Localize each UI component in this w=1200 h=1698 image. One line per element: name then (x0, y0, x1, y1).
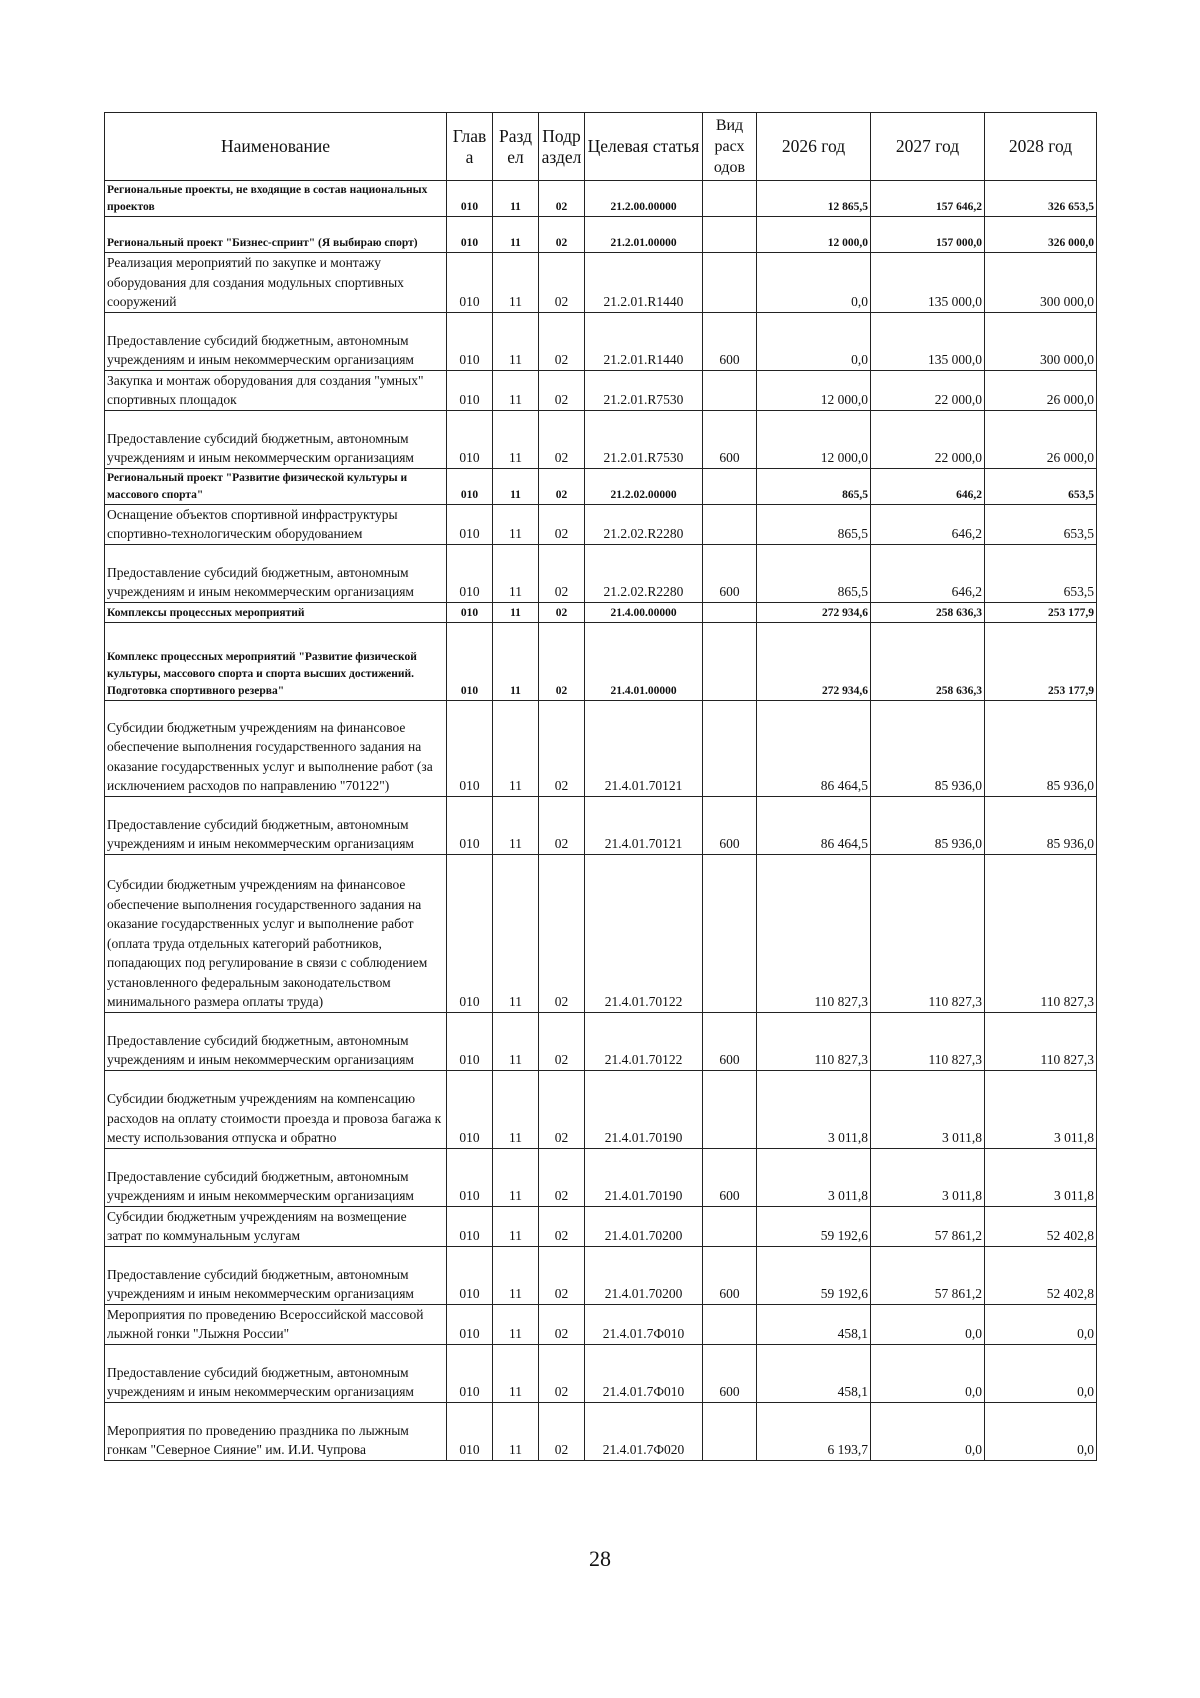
row-vid (703, 622, 757, 700)
row-podr: 02 (539, 410, 585, 468)
header-target: Целевая статья (585, 113, 703, 181)
row-2027: 0,0 (871, 1304, 985, 1344)
table-row (105, 1148, 1097, 1206)
row-razd: 11 (493, 544, 539, 602)
table-row (105, 1344, 1097, 1402)
table-row (105, 622, 1097, 700)
header-2027: 2027 год (871, 113, 985, 181)
row-2028: 326 000,0 (985, 217, 1097, 253)
row-2027: 85 936,0 (871, 796, 985, 854)
row-name: Мероприятия по проведению праздника по лыжным гонкам "Северное Сияние" им. И.И. Чупрова (105, 1402, 447, 1460)
row-glav: 010 (447, 544, 493, 602)
row-razd: 11 (493, 504, 539, 544)
row-2028: 110 827,3 (985, 854, 1097, 1012)
row-2026: 86 464,5 (757, 700, 871, 796)
row-name: Реализация мероприятий по закупке и монтажу оборудования для создания модульных спортивных сооружений (105, 253, 447, 313)
row-2026: 6 193,7 (757, 1402, 871, 1460)
row-2028: 26 000,0 (985, 410, 1097, 468)
table-row (105, 700, 1097, 796)
row-razd: 11 (493, 1070, 539, 1148)
row-target: 21.4.01.7Ф010 (585, 1304, 703, 1344)
table-row (105, 253, 1097, 313)
header-2028: 2028 год (985, 113, 1097, 181)
row-glav: 010 (447, 1012, 493, 1070)
row-2027: 3 011,8 (871, 1148, 985, 1206)
row-podr: 02 (539, 1148, 585, 1206)
row-vid: 600 (703, 544, 757, 602)
header-podr: Подр аздел (539, 113, 585, 181)
row-podr: 02 (539, 622, 585, 700)
table-row (105, 217, 1097, 253)
row-2028: 0,0 (985, 1402, 1097, 1460)
row-vid (703, 468, 757, 504)
row-target: 21.2.02.R2280 (585, 504, 703, 544)
row-target: 21.4.01.70121 (585, 700, 703, 796)
row-target: 21.4.01.70122 (585, 854, 703, 1012)
row-name: Мероприятия по проведению Всероссийской массовой лыжной гонки "Лыжня России" (105, 1304, 447, 1344)
row-name: Предоставление субсидий бюджетным, автономным учреждениям и иным некоммерческим организациям (105, 1148, 447, 1206)
row-podr: 02 (539, 504, 585, 544)
row-glav: 010 (447, 622, 493, 700)
row-vid (703, 602, 757, 622)
row-2026: 458,1 (757, 1344, 871, 1402)
row-2027: 110 827,3 (871, 854, 985, 1012)
row-2028: 52 402,8 (985, 1246, 1097, 1304)
row-razd: 11 (493, 312, 539, 370)
row-glav: 010 (447, 796, 493, 854)
row-2027: 22 000,0 (871, 370, 985, 410)
row-2026: 110 827,3 (757, 1012, 871, 1070)
row-vid (703, 854, 757, 1012)
row-name: Предоставление субсидий бюджетным, автономным учреждениям и иным некоммерческим организациям (105, 544, 447, 602)
row-glav: 010 (447, 1402, 493, 1460)
row-name: Предоставление субсидий бюджетным, автономным учреждениям и иным некоммерческим организациям (105, 1246, 447, 1304)
row-2028: 0,0 (985, 1344, 1097, 1402)
row-glav: 010 (447, 370, 493, 410)
row-podr: 02 (539, 1304, 585, 1344)
table-row (105, 1070, 1097, 1148)
row-name: Предоставление субсидий бюджетным, автономным учреждениям и иным некоммерческим организациям (105, 410, 447, 468)
row-vid: 600 (703, 1246, 757, 1304)
row-vid (703, 217, 757, 253)
row-glav: 010 (447, 700, 493, 796)
row-podr: 02 (539, 1246, 585, 1304)
header-vid: Вид расх одов (703, 113, 757, 181)
table-row (105, 468, 1097, 504)
row-razd: 11 (493, 468, 539, 504)
row-2026: 0,0 (757, 312, 871, 370)
row-podr: 02 (539, 253, 585, 313)
header-glav: Глав а (447, 113, 493, 181)
row-2028: 3 011,8 (985, 1070, 1097, 1148)
row-podr: 02 (539, 1344, 585, 1402)
row-name: Субсидии бюджетным учреждениям на компенсацию расходов на оплату стоимости проезда и провоза багажа к месту использования отпуска и обратно (105, 1070, 447, 1148)
row-vid (703, 181, 757, 217)
row-podr: 02 (539, 1206, 585, 1246)
row-glav: 010 (447, 1206, 493, 1246)
row-glav: 010 (447, 217, 493, 253)
row-target: 21.2.00.00000 (585, 181, 703, 217)
row-name: Региональный проект "Бизнес-спринт" (Я выбираю спорт) (105, 217, 447, 253)
row-name: Комплекс процессных мероприятий "Развитие физической культуры, массового спорта и спорта высших достижений. Подготовка спортивного резерва" (105, 622, 447, 700)
row-vid (703, 1206, 757, 1246)
row-name: Оснащение объектов спортивной инфраструктуры спортивно-технологическим оборудованием (105, 504, 447, 544)
row-target: 21.4.01.70122 (585, 1012, 703, 1070)
row-razd: 11 (493, 796, 539, 854)
row-podr: 02 (539, 700, 585, 796)
row-2027: 258 636,3 (871, 602, 985, 622)
row-2028: 110 827,3 (985, 1012, 1097, 1070)
table-row (105, 544, 1097, 602)
row-2027: 57 861,2 (871, 1206, 985, 1246)
row-podr: 02 (539, 217, 585, 253)
row-2026: 3 011,8 (757, 1070, 871, 1148)
row-2027: 57 861,2 (871, 1246, 985, 1304)
row-2028: 653,5 (985, 468, 1097, 504)
row-razd: 11 (493, 370, 539, 410)
row-2028: 52 402,8 (985, 1206, 1097, 1246)
row-target: 21.2.01.R1440 (585, 312, 703, 370)
row-name: Субсидии бюджетным учреждениям на возмещение затрат по коммунальным услугам (105, 1206, 447, 1246)
row-vid (703, 370, 757, 410)
table-row (105, 1402, 1097, 1460)
row-target: 21.2.01.00000 (585, 217, 703, 253)
row-2026: 86 464,5 (757, 796, 871, 854)
row-2027: 646,2 (871, 468, 985, 504)
row-glav: 010 (447, 1344, 493, 1402)
row-target: 21.4.01.70190 (585, 1070, 703, 1148)
row-glav: 010 (447, 602, 493, 622)
row-2027: 110 827,3 (871, 1012, 985, 1070)
header-name: Наименование (105, 113, 447, 181)
row-2028: 85 936,0 (985, 700, 1097, 796)
row-razd: 11 (493, 1246, 539, 1304)
row-podr: 02 (539, 796, 585, 854)
table-row (105, 602, 1097, 622)
row-name: Региональные проекты, не входящие в состав национальных проектов (105, 181, 447, 217)
row-2026: 865,5 (757, 504, 871, 544)
row-razd: 11 (493, 1206, 539, 1246)
row-2026: 12 865,5 (757, 181, 871, 217)
table-header-row (105, 113, 1097, 181)
row-2026: 59 192,6 (757, 1246, 871, 1304)
table-row (105, 410, 1097, 468)
table-row (105, 1012, 1097, 1070)
row-2026: 272 934,6 (757, 622, 871, 700)
row-2026: 110 827,3 (757, 854, 871, 1012)
table-row (105, 1304, 1097, 1344)
row-vid (703, 1402, 757, 1460)
row-target: 21.4.01.70190 (585, 1148, 703, 1206)
row-2026: 12 000,0 (757, 410, 871, 468)
header-razd: Разд ел (493, 113, 539, 181)
row-podr: 02 (539, 468, 585, 504)
row-razd: 11 (493, 1344, 539, 1402)
row-razd: 11 (493, 217, 539, 253)
row-target: 21.4.01.70200 (585, 1206, 703, 1246)
row-target: 21.4.01.7Ф010 (585, 1344, 703, 1402)
row-glav: 010 (447, 312, 493, 370)
row-razd: 11 (493, 1148, 539, 1206)
row-name: Предоставление субсидий бюджетным, автономным учреждениям и иным некоммерческим организациям (105, 312, 447, 370)
row-2027: 258 636,3 (871, 622, 985, 700)
row-podr: 02 (539, 181, 585, 217)
row-podr: 02 (539, 1012, 585, 1070)
row-vid (703, 1304, 757, 1344)
row-target: 21.4.00.00000 (585, 602, 703, 622)
row-glav: 010 (447, 1148, 493, 1206)
row-glav: 010 (447, 1304, 493, 1344)
row-glav: 010 (447, 181, 493, 217)
table-row (105, 1246, 1097, 1304)
row-2028: 3 011,8 (985, 1148, 1097, 1206)
budget-table (104, 112, 1097, 1461)
row-podr: 02 (539, 544, 585, 602)
row-2027: 157 000,0 (871, 217, 985, 253)
table-row (105, 1206, 1097, 1246)
row-target: 21.2.02.00000 (585, 468, 703, 504)
row-glav: 010 (447, 1070, 493, 1148)
table-row (105, 370, 1097, 410)
row-2027: 646,2 (871, 544, 985, 602)
row-glav: 010 (447, 410, 493, 468)
row-2028: 326 653,5 (985, 181, 1097, 217)
row-2026: 59 192,6 (757, 1206, 871, 1246)
row-2028: 0,0 (985, 1304, 1097, 1344)
row-name: Предоставление субсидий бюджетным, автономным учреждениям и иным некоммерческим организациям (105, 796, 447, 854)
row-glav: 010 (447, 504, 493, 544)
row-vid: 600 (703, 312, 757, 370)
row-target: 21.4.01.70121 (585, 796, 703, 854)
row-razd: 11 (493, 700, 539, 796)
row-2027: 85 936,0 (871, 700, 985, 796)
row-2027: 157 646,2 (871, 181, 985, 217)
row-podr: 02 (539, 1402, 585, 1460)
row-2026: 3 011,8 (757, 1148, 871, 1206)
row-razd: 11 (493, 1304, 539, 1344)
row-2026: 865,5 (757, 468, 871, 504)
row-target: 21.4.01.70200 (585, 1246, 703, 1304)
row-razd: 11 (493, 410, 539, 468)
row-razd: 11 (493, 602, 539, 622)
row-vid: 600 (703, 410, 757, 468)
row-vid: 600 (703, 1148, 757, 1206)
row-2027: 646,2 (871, 504, 985, 544)
row-name: Субсидии бюджетным учреждениям на финансовое обеспечение выполнения государственного задания на оказание государственных услуг и выполнение работ (за исключением расходов по направлению "70122") (105, 700, 447, 796)
row-name: Региональный проект "Развитие физической культуры и массового спорта" (105, 468, 447, 504)
row-name: Комплексы процессных мероприятий (105, 602, 447, 622)
row-2027: 0,0 (871, 1344, 985, 1402)
row-2027: 22 000,0 (871, 410, 985, 468)
row-2028: 300 000,0 (985, 312, 1097, 370)
row-2026: 458,1 (757, 1304, 871, 1344)
row-2027: 0,0 (871, 1402, 985, 1460)
row-target: 21.4.01.7Ф020 (585, 1402, 703, 1460)
row-glav: 010 (447, 468, 493, 504)
row-vid (703, 700, 757, 796)
page-number: 28 (589, 1546, 611, 1571)
row-2027: 135 000,0 (871, 253, 985, 313)
row-vid (703, 1070, 757, 1148)
row-2026: 0,0 (757, 253, 871, 313)
header-2026: 2026 год (757, 113, 871, 181)
row-2026: 12 000,0 (757, 217, 871, 253)
row-target: 21.2.01.R7530 (585, 370, 703, 410)
row-target: 21.2.01.R7530 (585, 410, 703, 468)
row-razd: 11 (493, 181, 539, 217)
row-2028: 653,5 (985, 504, 1097, 544)
row-vid: 600 (703, 796, 757, 854)
row-podr: 02 (539, 370, 585, 410)
row-vid (703, 504, 757, 544)
row-podr: 02 (539, 312, 585, 370)
row-target: 21.2.02.R2280 (585, 544, 703, 602)
row-2028: 653,5 (985, 544, 1097, 602)
row-name: Закупка и монтаж оборудования для создания "умных" спортивных площадок (105, 370, 447, 410)
row-vid: 600 (703, 1012, 757, 1070)
table-row (105, 312, 1097, 370)
row-2026: 272 934,6 (757, 602, 871, 622)
table-row (105, 181, 1097, 217)
row-2028: 300 000,0 (985, 253, 1097, 313)
table-row (105, 504, 1097, 544)
row-2026: 865,5 (757, 544, 871, 602)
row-2026: 12 000,0 (757, 370, 871, 410)
row-2028: 85 936,0 (985, 796, 1097, 854)
row-podr: 02 (539, 854, 585, 1012)
row-razd: 11 (493, 253, 539, 313)
row-2028: 253 177,9 (985, 622, 1097, 700)
row-vid (703, 253, 757, 313)
row-2027: 3 011,8 (871, 1070, 985, 1148)
row-name: Предоставление субсидий бюджетным, автономным учреждениям и иным некоммерческим организациям (105, 1344, 447, 1402)
row-name: Субсидии бюджетным учреждениям на финансовое обеспечение выполнения государственного задания на оказание государственных услуг и выполнение работ (оплата труда отдельных категорий работников, попадающих под регулирование в связи с соблюдением установленного федеральным законодательством минимального размера оплаты труда) (105, 854, 447, 1012)
row-2027: 135 000,0 (871, 312, 985, 370)
row-glav: 010 (447, 854, 493, 1012)
row-glav: 010 (447, 1246, 493, 1304)
row-name: Предоставление субсидий бюджетным, автономным учреждениям и иным некоммерческим организациям (105, 1012, 447, 1070)
row-2028: 26 000,0 (985, 370, 1097, 410)
row-razd: 11 (493, 1012, 539, 1070)
row-target: 21.4.01.00000 (585, 622, 703, 700)
row-podr: 02 (539, 1070, 585, 1148)
row-glav: 010 (447, 253, 493, 313)
table-row (105, 854, 1097, 1012)
row-podr: 02 (539, 602, 585, 622)
row-razd: 11 (493, 854, 539, 1012)
row-razd: 11 (493, 622, 539, 700)
row-razd: 11 (493, 1402, 539, 1460)
row-2028: 253 177,9 (985, 602, 1097, 622)
row-target: 21.2.01.R1440 (585, 253, 703, 313)
table-row (105, 796, 1097, 854)
row-vid: 600 (703, 1344, 757, 1402)
